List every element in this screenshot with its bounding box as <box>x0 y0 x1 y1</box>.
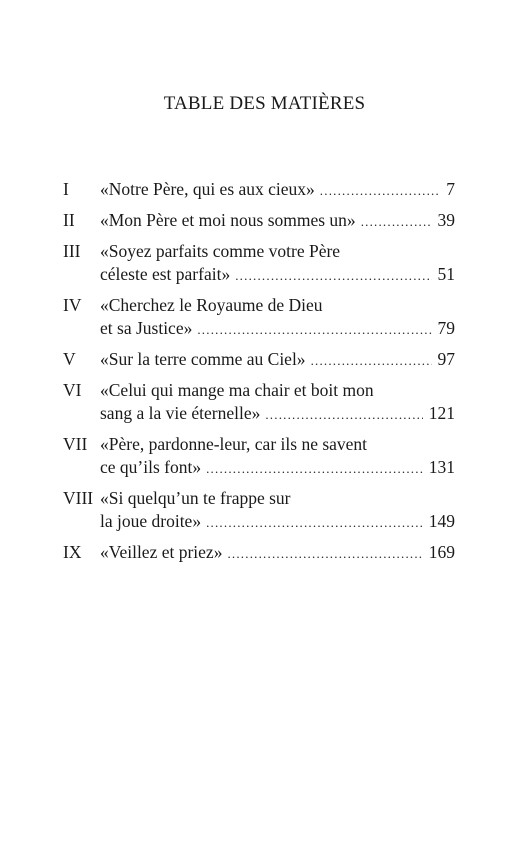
dot-leader <box>227 542 422 565</box>
page-number: 149 <box>428 511 455 531</box>
page-number: 51 <box>437 264 455 284</box>
chapter-title: «Notre Père, qui es aux cieux» <box>100 179 315 199</box>
chapter-title: «Sur la terre comme au Ciel» <box>100 349 306 369</box>
chapter-title-line: ce qu’ils font» <box>100 457 202 477</box>
dot-leader <box>206 511 423 534</box>
chapter-number: VII <box>63 434 88 454</box>
dot-leader <box>235 264 431 287</box>
dot-leader <box>265 403 422 426</box>
page-title: TABLE DES MATIÈRES <box>163 93 366 114</box>
chapter-number: IX <box>63 542 82 562</box>
chapter-number: VI <box>63 380 82 400</box>
toc-entry-5 <box>63 348 455 372</box>
page-number: 121 <box>428 403 455 423</box>
toc-entry-9 <box>63 541 455 565</box>
chapter-number: IV <box>63 295 82 315</box>
toc-entry-7 <box>63 433 455 480</box>
page-number: 131 <box>428 457 455 477</box>
chapter-number: VIII <box>63 488 94 508</box>
dot-leader <box>197 318 431 341</box>
table-of-contents <box>63 178 455 565</box>
dot-leader <box>361 210 432 233</box>
toc-entry-4 <box>63 294 455 341</box>
toc-entry-8 <box>63 487 455 534</box>
chapter-number: I <box>63 179 69 199</box>
dot-leader <box>320 179 440 202</box>
chapter-title-line: «Si quelqu’un te frappe sur <box>100 488 291 508</box>
chapter-title: «Veillez et priez» <box>100 542 223 562</box>
page-number: 169 <box>428 542 455 562</box>
dot-leader <box>311 349 432 372</box>
dot-leader <box>206 457 423 480</box>
toc-entry-1 <box>63 178 455 202</box>
page-number: 39 <box>437 210 455 230</box>
page-number: 97 <box>437 349 455 369</box>
chapter-number: V <box>63 349 76 369</box>
chapter-title-line: sang a la vie éternelle» <box>100 403 261 423</box>
chapter-number: III <box>63 241 81 261</box>
chapter-title-line: «Père, pardonne-leur, car ils ne savent <box>100 434 368 454</box>
chapter-title-line: et sa Justice» <box>100 318 193 338</box>
chapter-title-line: la joue droite» <box>100 511 202 531</box>
chapter-title-line: «Cherchez le Royaume de Dieu <box>100 295 323 315</box>
page-number: 79 <box>437 318 455 338</box>
toc-entry-6 <box>63 379 455 426</box>
page-number: 7 <box>446 179 455 199</box>
chapter-title: «Mon Père et moi nous sommes un» <box>100 210 356 230</box>
chapter-title-line: «Soyez parfaits comme votre Père <box>100 241 341 261</box>
chapter-title-line: «Celui qui mange ma chair et boit mon <box>100 380 374 400</box>
chapter-title-line: céleste est parfait» <box>100 264 231 284</box>
chapter-number: II <box>63 210 75 230</box>
toc-entry-3 <box>63 240 455 287</box>
toc-entry-2 <box>63 209 455 233</box>
